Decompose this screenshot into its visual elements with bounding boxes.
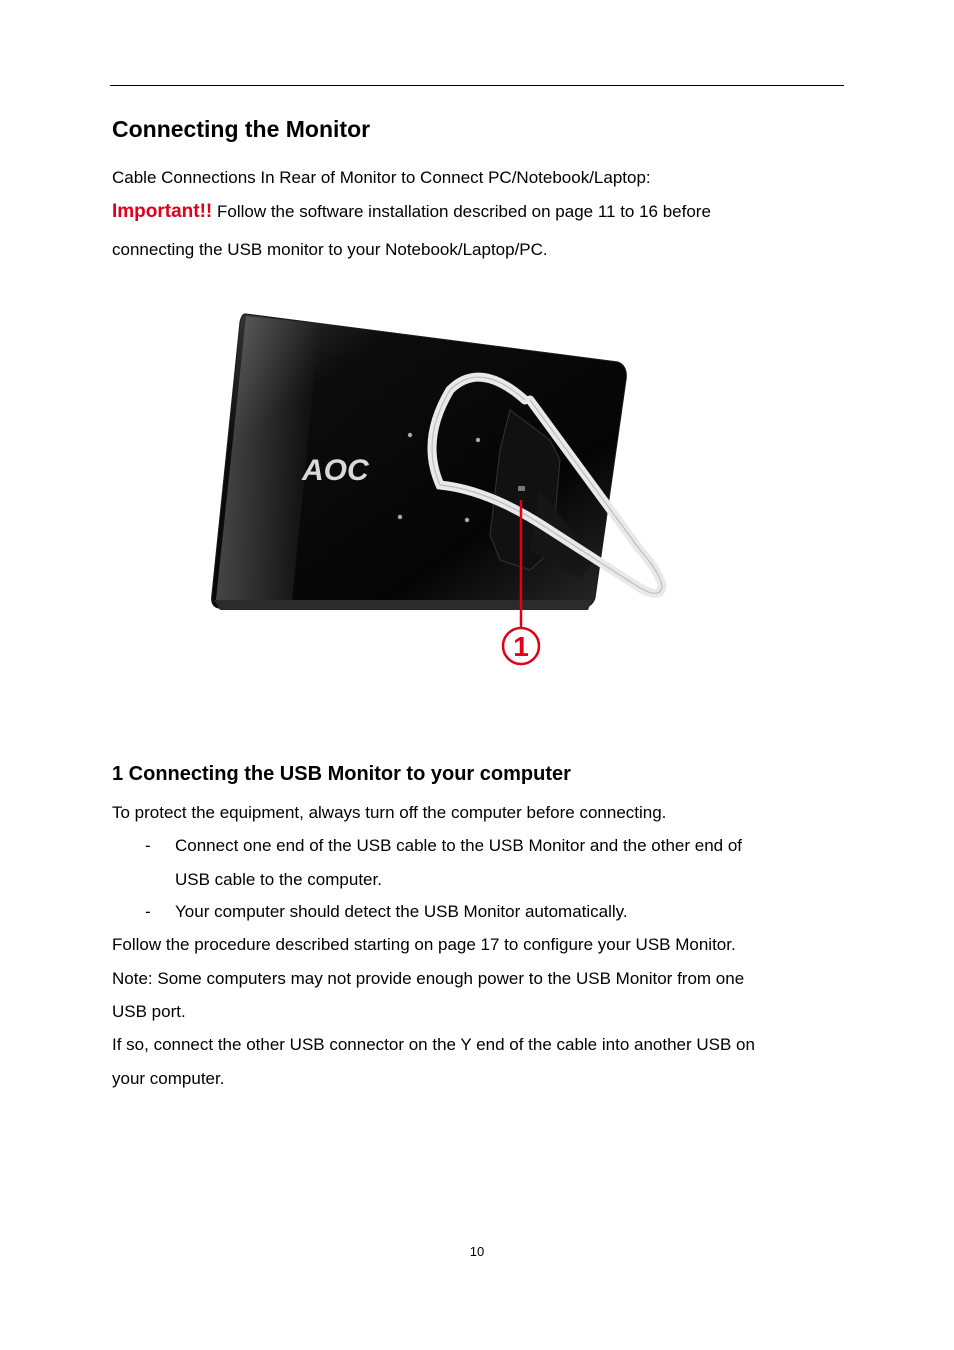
header-rule <box>110 85 844 86</box>
bullet-2-line1: Your computer should detect the USB Monitor automatically. <box>175 902 628 921</box>
follow-paragraph: Follow the procedure described starting on page 17 to configure your USB Monitor. <box>112 935 736 954</box>
ifso-line1: If so, connect the other USB connector on the Y end of the cable into another USB on <box>112 1035 755 1054</box>
monitor-rear-illustration <box>200 300 680 680</box>
bullet-dash-2: - <box>145 902 151 921</box>
bullet-1-line1: Connect one end of the USB cable to the USB Monitor and the other end of <box>175 836 743 855</box>
section-intro: To protect the equipment, always turn off the computer before connecting. <box>112 803 667 822</box>
note-line2: USB port. <box>112 1002 186 1021</box>
intro-line: Cable Connections In Rear of Monitor to Connect PC/Notebook/Laptop: <box>112 168 651 187</box>
usb-port-icon <box>518 486 525 491</box>
page-title: Connecting the Monitor <box>112 116 371 142</box>
important-paragraph-line2: connecting the USB monitor to your Notebook/Laptop/PC. <box>112 240 548 259</box>
callout-number: 1 <box>513 631 529 662</box>
note-line1: Note: Some computers may not provide enough power to the USB Monitor from one <box>112 969 745 988</box>
important-text: Follow the software installation described on page 11 to 16 before <box>212 202 711 221</box>
monitor-rear-figure <box>200 300 680 680</box>
bullet-1-line2: USB cable to the computer. <box>175 870 382 889</box>
section-title: 1 Connecting the USB Monitor to your computer <box>112 763 571 785</box>
important-label: Important!! <box>112 201 213 222</box>
ifso-line2: your computer. <box>112 1069 225 1088</box>
important-paragraph <box>112 201 711 223</box>
page-number: 10 <box>469 1244 485 1259</box>
bullet-dash-1: - <box>145 836 151 855</box>
brand-logo: AOC <box>302 454 369 487</box>
